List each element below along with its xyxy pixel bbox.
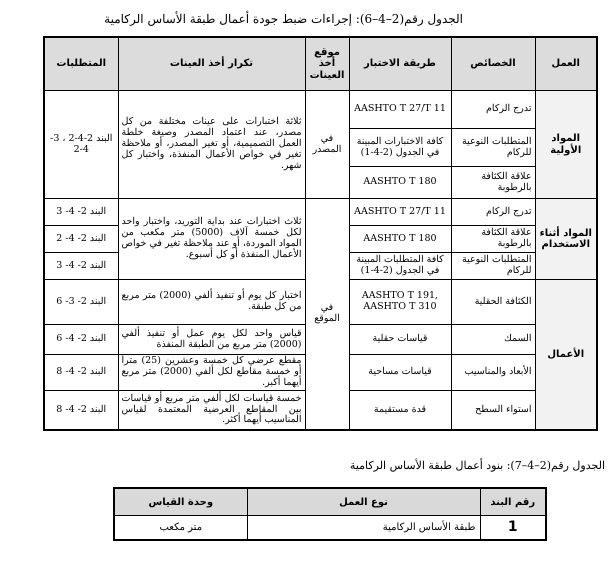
work-type-cell: طبقة الأساس الركامية [247, 516, 480, 540]
method-cell: AASHTO T 191, AASHTO T 310 [349, 280, 451, 325]
table1-caption: الجدول رقم(2–4–6): إجراءات ضبط جودة أعمال طبقة الأساس الركامية [104, 12, 463, 26]
method-cell: كافة المتطلبات المبينة في الجدول (2-4-1) [349, 253, 451, 280]
property-cell: الأبعاد والمناسيب [451, 355, 535, 391]
requirement-cell: البند 2- 4- 2 [44, 226, 118, 253]
requirement-cell: البند 2- 4- 3 [44, 253, 118, 280]
frequency-cell: مقطع عرضي كل خمسة وعشرين (25) متراً أو خمسة مقاطع لكل ألفي (2000) متر مربع أيهما أكبر. [118, 355, 305, 391]
header-sampling-frequency: تكرار أخذ العينات [118, 37, 305, 91]
header-unit: وحدة القياس [114, 488, 247, 516]
item-number-cell: 1 [480, 516, 546, 540]
frequency-cell: قياس واحد لكل يوم عمل أو تنفيذ ألفي (2000) متر مربع من الطبقة المنفذة [118, 325, 305, 355]
unit-cell: متر مكعب [114, 516, 247, 540]
location-cell: في المصدر [305, 91, 349, 199]
table2-caption: الجدول رقم(2–4–7): بنود أعمال طبقة الأساس الركامية [349, 459, 605, 472]
property-cell: تدرج الركام [451, 91, 535, 129]
table-header-row [114, 488, 546, 516]
quality-control-table [43, 36, 598, 431]
method-cell: AASHTO T 180 [349, 167, 451, 199]
work-cell: المواد أثناء الاستخدام [535, 199, 597, 280]
header-work: العمل [535, 37, 597, 91]
method-cell: كافة الاختبارات المبينة في الجدول (2-4-1) [349, 129, 451, 167]
work-cell: الأعمال [535, 280, 597, 431]
header-test-method: طريقة الاختبار [349, 37, 451, 91]
header-sampling-location: موقع أخذ العينات [305, 37, 349, 91]
frequency-cell: خمسة قياسات لكل ألفي متر مربع أو قياسات بين المقاطع العرضية المعتمدة لقياس المناسيب أيهما أكثر. [118, 390, 305, 430]
method-cell: AASHTO T 27/T 11 [349, 91, 451, 129]
header-property: الخصائص [451, 37, 535, 91]
header-work-type: نوع العمل [247, 488, 480, 516]
method-cell: AASHTO T 180 [349, 226, 451, 253]
frequency-cell: ثلاث اختبارات عند بداية التوريد، واختبار واحد لكل خمسة آلاف (5000) متر مكعب من المواد الموردة، أو عند ملاحظة تغير في خواص الأعمال المنفذة أو كل أسبوع. [118, 199, 305, 280]
requirement-cell: البند 2- 4- 8 [44, 390, 118, 430]
work-cell: المواد الأولية [535, 91, 597, 199]
work-items-table [113, 487, 547, 541]
table-row [44, 199, 597, 226]
header-item-number: رقم البند [480, 488, 546, 516]
requirement-cell: البند 2- 4- 3 [44, 199, 118, 226]
requirement-cell: البند 2- 3- 6 [44, 280, 118, 325]
method-cell: قدة مستقيمة [349, 390, 451, 430]
property-cell: علاقة الكثافة بالرطوبة [451, 226, 535, 253]
method-cell: قياسات مساحية [349, 355, 451, 391]
table-row [44, 91, 597, 129]
method-cell: AASHTO T 27/T 11 [349, 199, 451, 226]
property-cell: المتطلبات النوعية للركام [451, 129, 535, 167]
property-cell: المتطلبات النوعية للركام [451, 253, 535, 280]
property-cell: الكثافة الحقلية [451, 280, 535, 325]
property-cell: علاقة الكثافة بالرطوبة [451, 167, 535, 199]
table-row [114, 516, 546, 540]
property-cell: تدرج الركام [451, 199, 535, 226]
location-cell: في الموقع [305, 199, 349, 431]
frequency-cell: اختبار كل يوم أو تنفيذ ألفي (2000) متر مربع من كل طبقة. [118, 280, 305, 325]
header-requirements: المتطلبات [44, 37, 118, 91]
frequency-cell: ثلاثة اختبارات على عينات مختلفة من كل مصدر، عند اعتماد المصدر وصيغة خلطة العمل التصميمية، أو تغير المصدر، أو ملاحظة تغير في خواص الأعمال المنفذة، واختبار كل شهر. [118, 91, 305, 199]
property-cell: استواء السطح [451, 390, 535, 430]
requirement-cell: البند 2- 4- 8 [44, 355, 118, 391]
requirement-cell: البند 2-4-2 ، 3-4-2 [44, 91, 118, 199]
property-cell: السمك [451, 325, 535, 355]
requirement-cell: البند 2- 4- 6 [44, 325, 118, 355]
method-cell: قياسات حقلية [349, 325, 451, 355]
table-header-row [44, 37, 597, 91]
